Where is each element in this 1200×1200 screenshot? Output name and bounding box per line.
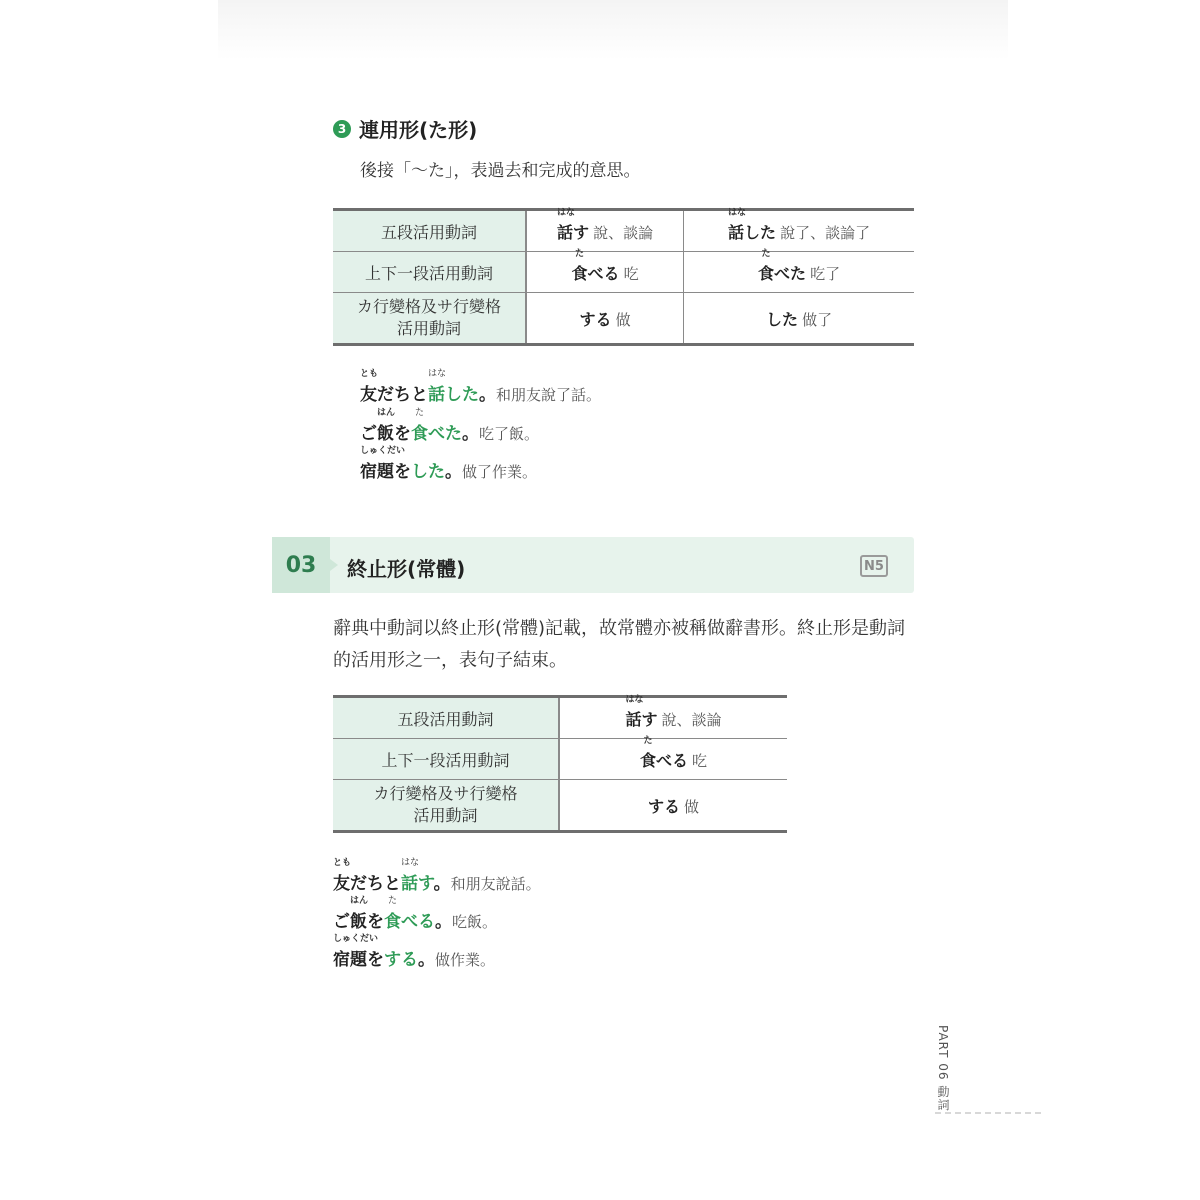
table-row [333, 739, 787, 780]
table-row [333, 780, 787, 832]
table-row [333, 210, 914, 252]
part-side-tab: PART 06 動詞 [936, 1025, 950, 1112]
dictionary-form-cell: する 做 [526, 293, 684, 345]
example-sentence: 宿題 しゅくだい をした。做了作業。 [360, 446, 538, 482]
table-row [333, 252, 914, 293]
subsection-title: 連用形(た形) [359, 118, 478, 142]
section-banner [272, 537, 914, 593]
example-sentence: ご飯 はん を食 た べた。吃了飯。 [360, 408, 540, 444]
number-badge: 3 [333, 120, 351, 138]
example-sentence: 友 とも だちと話 はな した。和朋友說了話。 [360, 369, 602, 405]
table-row [333, 697, 787, 739]
example-sentence: 友 とも だちと話 はな す。和朋友說話。 [333, 858, 541, 894]
jlpt-level-badge: N5 [860, 555, 888, 577]
conjugation-table-dictionary-form [333, 695, 787, 833]
verb-type-label: 上下一段活用動詞 [333, 739, 559, 780]
dictionary-form-cell: 食 た べる 吃 [526, 252, 684, 293]
ta-form-cell: 話 はな した 說了、談論了 [684, 210, 914, 252]
ta-form-cell: した 做了 [684, 293, 914, 345]
section-number: 03 [272, 537, 330, 593]
section-paragraph: 辭典中動詞以終止形(常體)記載，故常體亦被稱做辭書形。終止形是動詞的活用形之一，表句子結束。 [333, 618, 906, 671]
example-sentence: 宿題 しゅくだい をする。做作業。 [333, 934, 496, 970]
dictionary-form-cell: 話 はな す 說、談論 [625, 694, 722, 729]
section-title: 終止形(常體) [347, 557, 466, 581]
table-row [333, 293, 914, 345]
verb-type-label: カ行變格及サ行變格 活用動詞 [333, 780, 559, 832]
dictionary-form-cell: 話 はな す 說、談論 [557, 207, 654, 242]
verb-type-label: 五段活用動詞 [333, 697, 559, 739]
conjugation-table-ta-form [333, 208, 914, 346]
verb-type-label: 五段活用動詞 [333, 210, 526, 252]
ta-form-cell: 食 た べた 吃了 [684, 252, 914, 293]
verb-type-label: カ行變格及サ行變格 活用動詞 [333, 293, 526, 345]
subsection-description: 後接「～た」，表過去和完成的意思。 [360, 161, 641, 181]
subsection-heading [333, 114, 477, 143]
verb-type-label: 上下一段活用動詞 [333, 252, 526, 293]
example-sentence: ご飯 はん を食 た べる。吃飯。 [333, 896, 498, 932]
dictionary-form-cell: する 做 [559, 780, 787, 832]
dictionary-form-cell: 食 た べる 吃 [559, 739, 787, 780]
side-divider [935, 1112, 1041, 1114]
